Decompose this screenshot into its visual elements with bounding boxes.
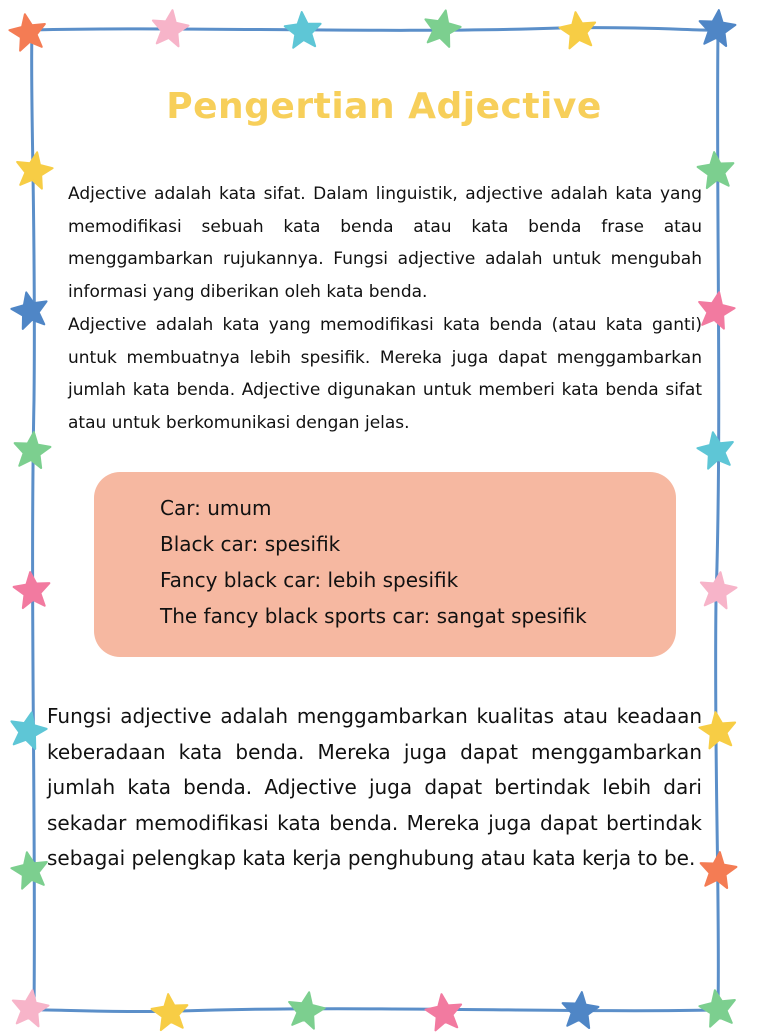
page-title: Pengertian Adjective xyxy=(166,86,602,127)
star-icon xyxy=(555,7,600,52)
example-item: The fancy black sports car: sangat spesifik xyxy=(160,604,587,628)
example-item: Fancy black car: lebih spesifik xyxy=(160,568,459,592)
star-icon xyxy=(10,428,54,472)
star-icon xyxy=(4,706,51,753)
star-icon xyxy=(148,990,192,1034)
star-icon xyxy=(695,707,740,752)
star-icon xyxy=(695,985,741,1031)
star-icon xyxy=(696,848,740,892)
star-icon xyxy=(5,9,51,55)
star-icon xyxy=(695,6,739,50)
star-icon xyxy=(6,286,53,333)
example-item: Car: umum xyxy=(160,496,272,520)
star-icon xyxy=(10,568,54,612)
example-item: Black car: spesifik xyxy=(160,532,341,556)
star-icon xyxy=(11,147,57,193)
function-paragraph: Fungsi adjective adalah menggambarkan kualitas atau keadaan keberadaan kata benda. Mereka juga dapat menggambarkan jumlah kata benda. Adjective juga dapat bertindak lebih dari sekadar memodifikasi kata benda. Mereka juga dapat bertindak sebagai pelengkap kata kerja penghubung atau kata kerja to be. xyxy=(47,704,702,870)
star-icon xyxy=(558,988,602,1032)
definition-paragraph: Adjective adalah kata yang memodifikasi kata benda (atau kata ganti) untuk membuatnya lebih spesifik. Mereka juga dapat menggambarkan jumlah kata benda. Adjective digunakan untuk memberi kata benda sifat atau untuk berkomunikasi dengan jelas. xyxy=(68,315,702,433)
example-box xyxy=(94,472,676,657)
star-icon xyxy=(282,9,325,52)
star-icon xyxy=(418,4,465,51)
intro-paragraph: Adjective adalah kata sifat. Dalam linguistik, adjective adalah kata yang memodifikasi sebuah kata benda atau kata benda frase atau menggambarkan rujukannya. Fungsi adjective adalah untuk mengubah informasi yang diberikan oleh kata benda. xyxy=(68,184,702,302)
star-icon xyxy=(147,5,192,50)
star-icon xyxy=(283,987,329,1033)
star-icon xyxy=(421,989,466,1034)
star-icon xyxy=(695,567,740,612)
example-list xyxy=(160,490,587,634)
